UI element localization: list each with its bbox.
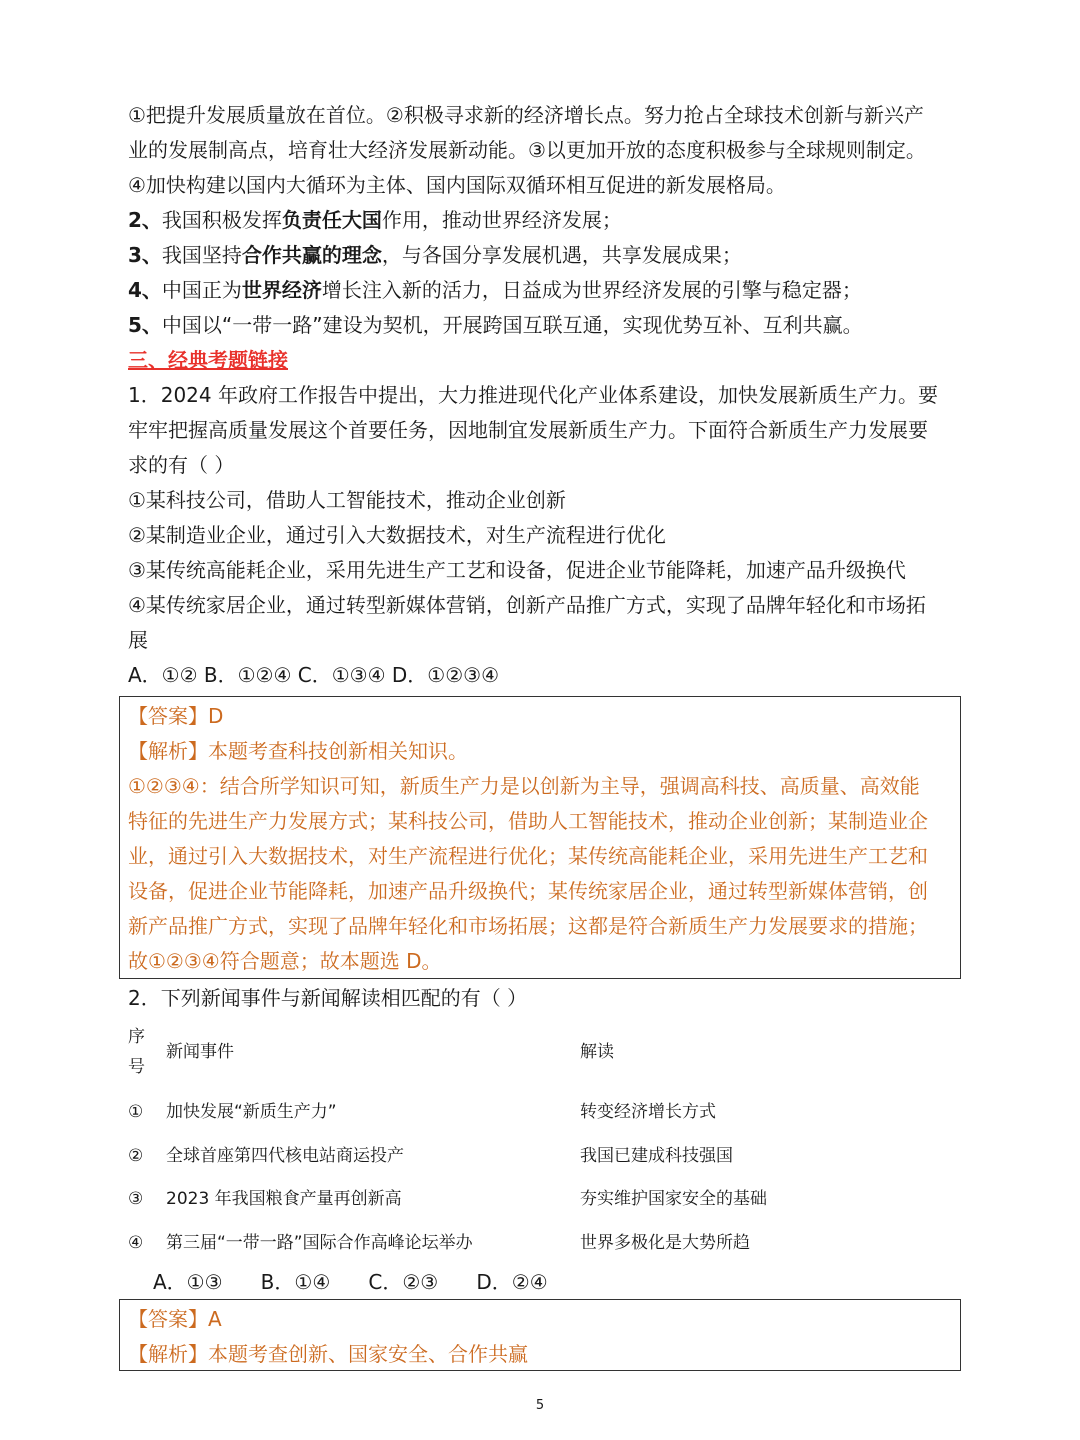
page-number: 5: [535, 1398, 545, 1413]
q1-answer-line: 【答案】D: [128, 704, 224, 728]
q1-answer-line: ①②③④：结合所学知识可知，新质生产力是以创新为主导，强调高科技、高质量、高效能: [128, 774, 920, 798]
intro-line: 业的发展制高点，培育壮大经济发展新动能。③以更加开放的态度积极参与全球规则制定。: [128, 138, 926, 162]
section-heading: 三、经典考题链接: [128, 348, 288, 372]
q2-choices-block: [153, 1265, 983, 1300]
q1-stem-line: 牢牢把握高质量发展这个首要任务，因地制宜发展新质生产力。下面符合新质生产力发展要: [128, 418, 928, 442]
q1-answer-line: 业，通过引入大数据技术，对生产流程进行优化；某传统高能耗企业，采用先进生产工艺和: [128, 844, 928, 868]
q1-answer-line: 【解析】本题考查科技创新相关知识。: [128, 739, 468, 763]
q1-answer-line: 新产品推广方式，实现了品牌年轻化和市场拓展；这都是符合新质生产力发展要求的措施；: [128, 914, 928, 938]
q2-answer-box: [119, 1299, 961, 1371]
q1-answer-box: [119, 696, 961, 979]
intro-line: ①把提升发展质量放在首位。②积极寻求新的经济增长点。努力抢占全球技术创新与新兴产: [128, 103, 924, 127]
q1-option-line: ①某科技公司，借助人工智能技术，推动企业创新: [128, 488, 566, 512]
q2-answer-line: 【解析】本题考查创新、国家安全、合作共赢: [128, 1342, 528, 1366]
q1-option-line: ③某传统高能耗企业，采用先进生产工艺和设备，促进企业节能降耗，加速产品升级换代: [128, 558, 906, 582]
point-4: 4、中国正为世界经济增长注入新的活力，日益成为世界经济发展的引擎与稳定器；: [128, 278, 862, 302]
reading-header: 解读: [580, 1042, 614, 1062]
table-row: ② 全球首座第四代核电站商运投产 我国已建成科技强国: [128, 1146, 733, 1166]
q2-answer-line: 【答案】A: [128, 1307, 222, 1331]
q1-answer-line: 设备，促进企业节能降耗，加速产品升级换代；某传统家居企业，通过转型新媒体营销，创: [128, 879, 928, 903]
point-5: 5、中国以“一带一路”建设为契机，开展跨国互联互通，实现优势互补、互利共赢。: [128, 313, 863, 337]
q2-block: [128, 981, 958, 1016]
event-header: 新闻事件: [166, 1042, 234, 1062]
q1-option-line: ②某制造业企业，通过引入大数据技术，对生产流程进行优化: [128, 523, 666, 547]
intro-block: [128, 98, 958, 693]
q1-stem-line: 1．2024 年政府工作报告中提出，大力推进现代化产业体系建设，加快发展新质生产力。要: [128, 383, 938, 407]
q2-table: [128, 1022, 958, 1267]
table-row: ④ 第三届“一带一路”国际合作高峰论坛举办 世界多极化是大势所趋: [128, 1233, 750, 1253]
seq-header: 序 号: [128, 1027, 145, 1077]
q1-answer-line: 特征的先进生产力发展方式；某科技公司，借助人工智能技术，推动企业创新；某制造业企: [128, 809, 928, 833]
q1-option-line: 展: [128, 628, 148, 652]
intro-line: ④加快构建以国内大循环为主体、国内国际双循环相互促进的新发展格局。: [128, 173, 786, 197]
table-header: [128, 1022, 958, 1084]
q1-answer-line: 故①②③④符合题意；故本题选 D。: [128, 949, 442, 973]
q1-option-line: ④某传统家居企业，通过转型新媒体营销，创新产品推广方式，实现了品牌年轻化和市场拓: [128, 593, 926, 617]
q1-stem-line: 求的有（ ）: [128, 453, 235, 477]
table-row: ③ 2023 年我国粮食产量再创新高 夯实维护国家安全的基础: [128, 1189, 767, 1209]
q1-choices: A．①② B．①②④ C．①③④ D．①②③④: [128, 663, 499, 687]
q2-choices: A．①③ B．①④ C．②③ D．②④: [153, 1270, 548, 1294]
point-2: 2、我国积极发挥负责任大国作用，推动世界经济发展；: [128, 208, 622, 232]
q2-stem: 2．下列新闻事件与新闻解读相匹配的有（ ）: [128, 986, 528, 1010]
table-row: ① 加快发展“新质生产力” 转变经济增长方式: [128, 1102, 716, 1122]
point-3: 3、我国坚持合作共赢的理念，与各国分享发展机遇，共享发展成果；: [128, 243, 742, 267]
